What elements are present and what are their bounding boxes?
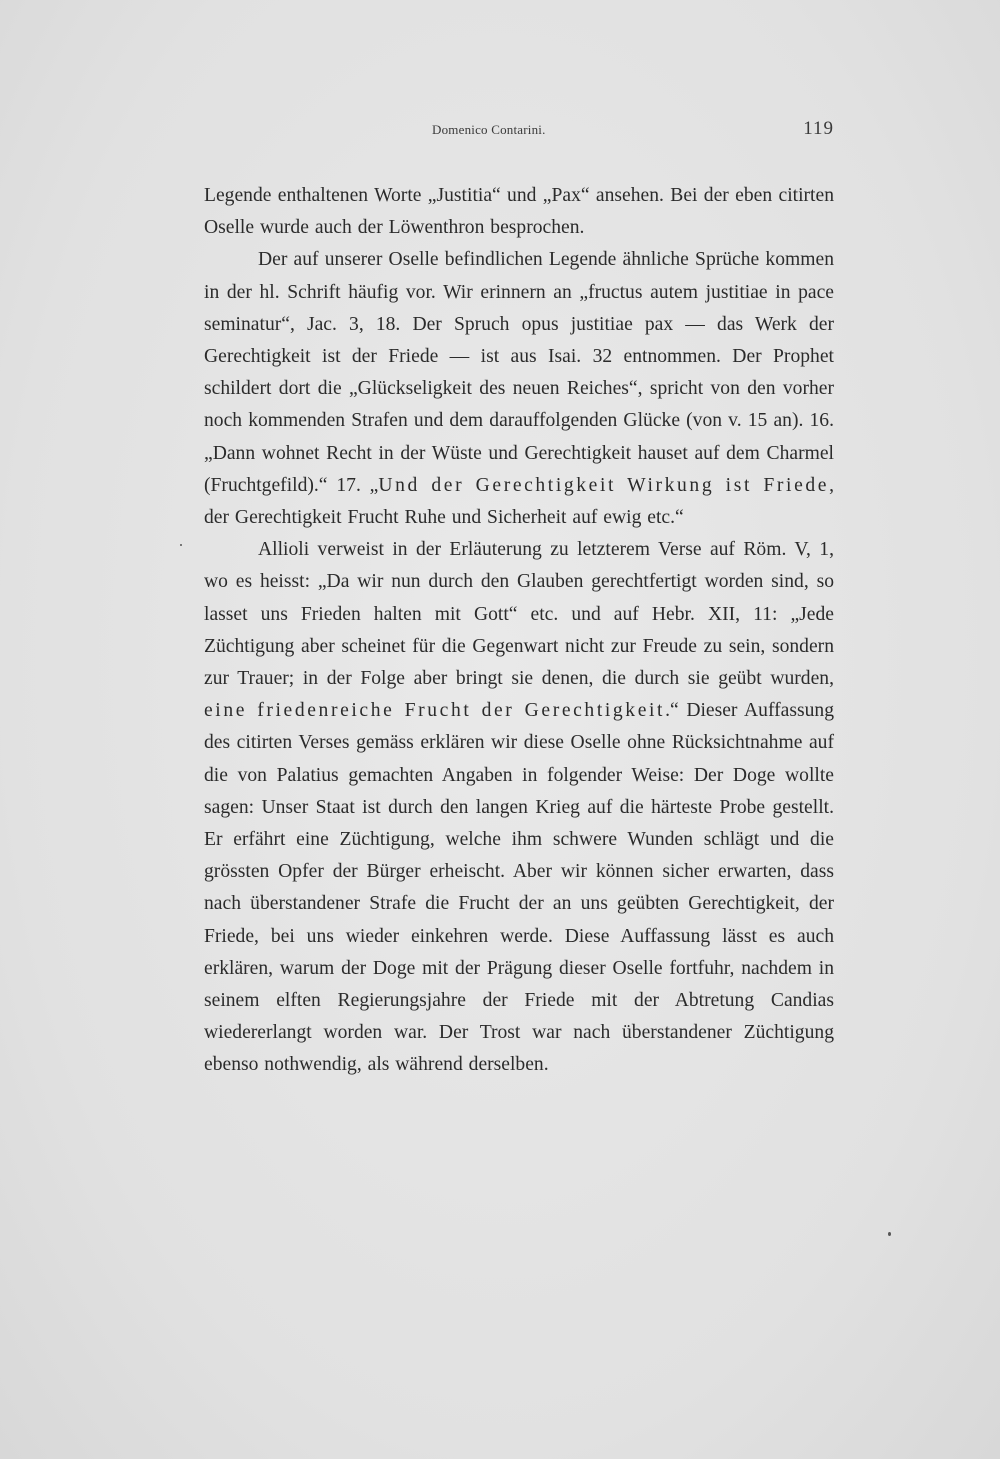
- text-segment: Legende enthaltenen Worte „Justitia“ und „Pax“ ansehen. Bei der eben citirten Oselle wurde auch der Löwenthron besprochen.: [204, 185, 834, 239]
- text-segment: Der auf unserer Oselle befindlichen Legende ähnliche Sprüche kommen in der hl. Schrift häufig vor. Wir erinnern an „fructus autem justitiae in pace seminatur“, Jac. 3, 18. Der Spruch opus justitiae pax — das Werk der Gerechtigkeit ist der Friede — ist aus Isai. 32 entnommen. Der Prophet schildert dort die „Glückseligkeit des neuen Reiches“, spricht von den vorher noch kommenden Strafen und dem darauffolgenden Glücke (von v. 15 an). 16. „Dann wohnet Recht in der Wüste und Gerechtigkeit hauset auf dem Charmel (Fruchtgefild).“ 17. „: [204, 249, 834, 496]
- spaced-quotation: Und der Gerechtigkeit Wirkung ist Friede: [378, 474, 830, 496]
- text-segment: , der Gerechtigkeit Frucht Ruhe und Sicherheit auf ewig etc.“: [204, 474, 834, 529]
- running-title: Domenico Contarini.: [432, 122, 546, 137]
- page-number: 119: [803, 118, 834, 139]
- spaced-quotation: eine friedenreiche Frucht der Gerechtigkeit: [204, 700, 666, 722]
- paragraph-1: [204, 180, 834, 244]
- print-speck: [888, 1232, 891, 1236]
- paragraph-3: [204, 534, 834, 1081]
- page-header: [204, 118, 834, 148]
- text-segment: Allioli verweist in der Erläuterung zu letzterem Verse auf Röm. V, 1, wo es heisst: „Da wir nun durch den Glauben gerechtfertigt worden sind, so lasset uns Frieden halten mit Gott“ etc. und auf Hebr. XII, 11: „Jede Züchtigung aber scheinet für die Gegenwart nicht zur Freude zu sein, sondern zur Trauer; in der Folge aber bringt sie denen, die durch sie geübt wurden,: [204, 539, 834, 690]
- paragraph-2: [204, 244, 834, 534]
- text-segment: .“ Dieser Auffassung des citirten Verses gemäss erklären wir diese Oselle ohne Rücksichtnahme auf die von Palatius gemachten Angaben in folgender Weise: Der Doge wollte sagen: Unser Staat ist durch den langen Krieg auf die härteste Probe gestellt. Er erfährt eine Züchtigung, welche ihm schwere Wunden schlägt und die grössten Opfer der Bürger erheischt. Aber wir können sicher erwarten, dass nach überstandener Strafe die Frucht der an uns geübten Gerechtigkeit, der Friede, bei uns wieder einkehren werde. Diese Auffassung lässt es auch erklären, warum der Doge mit der Prägung dieser Oselle fortfuhr, nachdem in seinem elften Regierungsjahre der Friede mit der Abtretung Candias wiedererlangt worden war. Der Trost war nach überstandener Züchtigung ebenso nothwendig, als während derselben.: [204, 700, 834, 1076]
- print-speck: [180, 544, 182, 546]
- body-text: [204, 180, 834, 1082]
